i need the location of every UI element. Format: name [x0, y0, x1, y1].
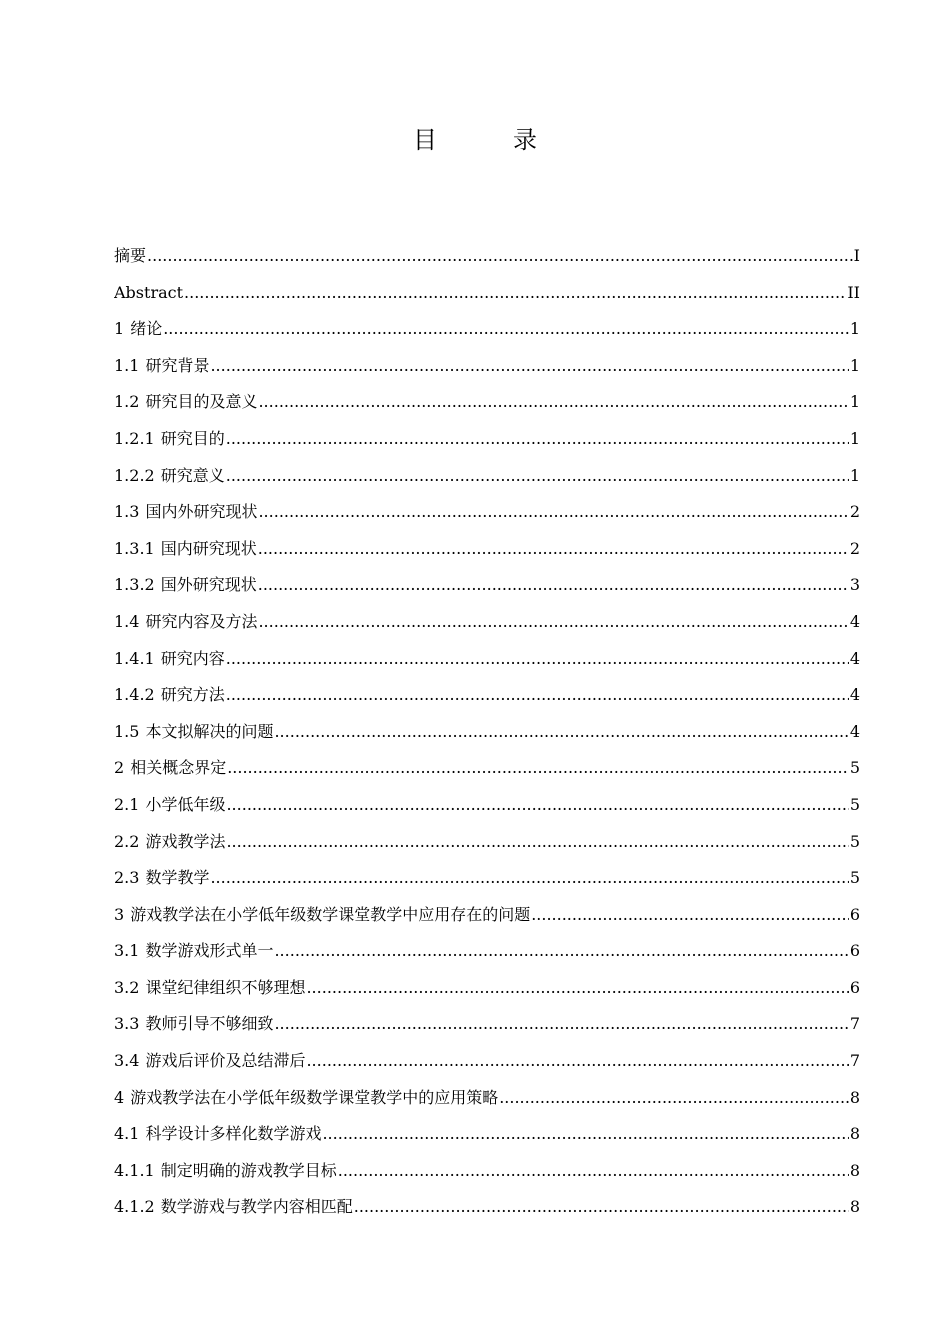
toc-entry-number: 2	[114, 758, 125, 778]
toc-entry-number: 3.3	[114, 1014, 140, 1034]
toc-dot-leader	[226, 677, 849, 714]
toc-page-number: 4	[849, 685, 860, 705]
toc-page-number: 8	[849, 1087, 860, 1107]
toc-entry[interactable]	[114, 860, 860, 897]
toc-entry-number: 2.2	[114, 831, 140, 851]
toc-page-number: 1	[849, 392, 860, 412]
toc-entry[interactable]	[114, 238, 860, 275]
toc-entry-number: 4	[114, 1087, 125, 1107]
toc-entry-label	[114, 1043, 305, 1080]
toc-entry-text: 国内外研究现状	[145, 502, 258, 522]
toc-page-number: 5	[849, 794, 860, 814]
toc-dot-leader	[258, 531, 849, 568]
toc-entry-number: 3	[114, 904, 125, 924]
toc-entry-number: 2.1	[114, 794, 140, 814]
toc-entry-number: 4.1.1	[114, 1160, 155, 1180]
toc-entry-label	[114, 1189, 353, 1226]
toc-page-number: 2	[849, 538, 860, 558]
toc-page-number: 8	[849, 1197, 860, 1217]
toc-entry-text: 国内研究现状	[160, 538, 257, 558]
toc-page-number: I	[853, 246, 860, 265]
toc-entry[interactable]	[114, 714, 860, 751]
toc-dot-leader	[226, 824, 848, 861]
toc-entry[interactable]	[114, 604, 860, 641]
toc-entry-label	[114, 1153, 337, 1190]
toc-entry-label	[114, 970, 305, 1007]
toc-dot-leader	[163, 311, 849, 348]
toc-entry[interactable]	[114, 1006, 860, 1043]
toc-page-number: 6	[849, 941, 860, 961]
toc-page-number: 4	[849, 611, 860, 631]
toc-dot-leader	[274, 933, 848, 970]
toc-entry-label	[114, 458, 225, 495]
toc-entry-text: 游戏教学法在小学低年级数学课堂教学中应用存在的问题	[130, 904, 531, 924]
toc-entry-text: 研究意义	[160, 465, 225, 485]
toc-page-number: 5	[849, 831, 860, 851]
toc-entry-number: 3.2	[114, 977, 140, 997]
toc-dot-leader	[322, 1116, 848, 1153]
toc-entry-text: 科学设计多样化数学游戏	[145, 1124, 322, 1144]
toc-page-number: 1	[849, 319, 860, 339]
toc-dot-leader	[531, 897, 849, 934]
toc-entry-label	[114, 567, 257, 604]
toc-entry-number: 4.1	[114, 1124, 140, 1144]
toc-entry[interactable]	[114, 348, 860, 385]
toc-entry-label	[114, 1116, 321, 1153]
toc-page-number: 4	[849, 648, 860, 668]
toc-entry[interactable]	[114, 677, 860, 714]
toc-entry-text: Abstract	[114, 282, 184, 302]
toc-entry[interactable]	[114, 970, 860, 1007]
toc-dot-leader	[274, 1006, 848, 1043]
toc-entry-number: 1.2	[114, 392, 140, 412]
toc-entry-text: 课堂纪律组织不够理想	[145, 977, 306, 997]
toc-entry[interactable]	[114, 494, 860, 531]
toc-entry[interactable]	[114, 1080, 860, 1117]
toc-entry[interactable]	[114, 567, 860, 604]
toc-entry-label	[114, 1006, 273, 1043]
toc-dot-leader	[226, 787, 848, 824]
toc-page-number: 6	[849, 977, 860, 997]
toc-entry-text: 数学游戏与教学内容相匹配	[160, 1197, 353, 1217]
toc-entry-text: 研究方法	[160, 685, 225, 705]
toc-entry-text: 国外研究现状	[160, 575, 257, 595]
toc-page-number: 5	[849, 868, 860, 888]
toc-entry[interactable]	[114, 933, 860, 970]
toc-entry-number: 1.3.2	[114, 575, 155, 595]
toc-entry-label	[114, 933, 273, 970]
toc-entry-label	[114, 275, 183, 312]
toc-list	[114, 238, 860, 1226]
toc-entry-text: 游戏后评价及总结滞后	[145, 1051, 306, 1071]
toc-entry-text: 绪论	[130, 319, 163, 339]
toc-entry-text: 教师引导不够细致	[145, 1014, 274, 1034]
toc-dot-leader	[210, 348, 848, 385]
toc-entry-number: 3.1	[114, 941, 140, 961]
toc-entry-text: 研究目的	[160, 428, 225, 448]
toc-entry-number: 4.1.2	[114, 1197, 155, 1217]
toc-entry-text: 相关概念界定	[130, 758, 227, 778]
toc-entry-label	[114, 311, 162, 348]
toc-page-number: 2	[849, 502, 860, 522]
toc-entry-label	[114, 677, 225, 714]
toc-entry-text: 摘要	[114, 246, 147, 265]
toc-entry-label	[114, 531, 257, 568]
toc-page-number: 4	[849, 721, 860, 741]
toc-entry-label	[114, 1080, 498, 1117]
toc-dot-leader	[184, 275, 846, 312]
toc-entry-text: 数学游戏形式单一	[145, 941, 274, 961]
toc-entry[interactable]	[114, 458, 860, 495]
toc-entry-text: 制定明确的游戏教学目标	[160, 1160, 337, 1180]
toc-dot-leader	[147, 238, 853, 275]
toc-entry-label	[114, 860, 209, 897]
toc-entry-label	[114, 641, 225, 678]
toc-entry-text: 研究背景	[145, 355, 210, 375]
toc-dot-leader	[306, 970, 848, 1007]
toc-entry-number: 1.4.1	[114, 648, 155, 668]
toc-entry[interactable]	[114, 275, 860, 312]
toc-entry[interactable]	[114, 1189, 860, 1226]
toc-entry[interactable]	[114, 384, 860, 421]
toc-page-number: 5	[849, 758, 860, 778]
toc-dot-leader	[499, 1080, 849, 1117]
toc-dot-leader	[226, 641, 849, 678]
toc-entry-text: 游戏教学法	[145, 831, 226, 851]
toc-dot-leader	[226, 421, 849, 458]
toc-entry-number: 1.1	[114, 355, 140, 375]
toc-entry-text: 研究内容及方法	[145, 611, 258, 631]
toc-dot-leader	[354, 1189, 849, 1226]
toc-entry-label	[114, 348, 209, 385]
toc-entry[interactable]	[114, 1153, 860, 1190]
toc-page-number: 8	[849, 1160, 860, 1180]
toc-page-number: 8	[849, 1124, 860, 1144]
toc-entry-label	[114, 750, 226, 787]
toc-entry-label	[114, 714, 273, 751]
toc-dot-leader	[258, 384, 848, 421]
toc-entry-number: 3.4	[114, 1051, 140, 1071]
toc-page-number: II	[847, 282, 860, 302]
toc-entry-text: 游戏教学法在小学低年级数学课堂教学中的应用策略	[130, 1087, 499, 1107]
toc-entry[interactable]	[114, 641, 860, 678]
toc-dot-leader	[338, 1153, 849, 1190]
toc-entry[interactable]	[114, 824, 860, 861]
toc-dot-leader	[227, 750, 849, 787]
toc-dot-leader	[210, 860, 848, 897]
toc-dot-leader	[226, 458, 849, 495]
toc-entry-number: 1.3	[114, 502, 140, 522]
toc-entry[interactable]	[114, 750, 860, 787]
toc-entry-label	[114, 384, 257, 421]
toc-entry[interactable]	[114, 897, 860, 934]
toc-entry[interactable]	[114, 1043, 860, 1080]
toc-entry-text: 研究目的及意义	[145, 392, 258, 412]
toc-dot-leader	[258, 604, 848, 641]
toc-entry-label	[114, 238, 146, 275]
toc-entry-number: 1.3.1	[114, 538, 155, 558]
toc-entry-text: 研究内容	[160, 648, 225, 668]
toc-dot-leader	[274, 714, 848, 751]
toc-entry-text: 本文拟解决的问题	[145, 721, 274, 741]
toc-dot-leader	[258, 567, 849, 604]
toc-entry-number: 1.2.1	[114, 428, 155, 448]
toc-page-number: 7	[849, 1014, 860, 1034]
toc-entry-number: 1	[114, 319, 125, 339]
toc-page-number: 3	[849, 575, 860, 595]
toc-entry[interactable]	[114, 787, 860, 824]
toc-entry[interactable]	[114, 421, 860, 458]
toc-entry-number: 1.4.2	[114, 685, 155, 705]
toc-entry-text: 小学低年级	[145, 794, 226, 814]
toc-entry[interactable]	[114, 531, 860, 568]
toc-page-number: 6	[849, 904, 860, 924]
toc-entry-label	[114, 604, 257, 641]
toc-entry-number: 1.4	[114, 611, 140, 631]
toc-entry-text: 数学教学	[145, 868, 210, 888]
toc-entry-label	[114, 494, 257, 531]
toc-entry-label	[114, 421, 225, 458]
toc-page-number: 7	[849, 1051, 860, 1071]
toc-dot-leader	[306, 1043, 848, 1080]
toc-page-number: 1	[849, 465, 860, 485]
toc-entry-number: 1.2.2	[114, 465, 155, 485]
toc-entry[interactable]	[114, 311, 860, 348]
toc-entry[interactable]	[114, 1116, 860, 1153]
toc-dot-leader	[258, 494, 848, 531]
toc-entry-label	[114, 824, 225, 861]
toc-entry-number: 2.3	[114, 868, 140, 888]
toc-title: 目 录	[413, 126, 563, 154]
toc-entry-label	[114, 897, 530, 934]
toc-entry-number: 1.5	[114, 721, 140, 741]
toc-page-number: 1	[849, 428, 860, 448]
toc-page-number: 1	[849, 355, 860, 375]
toc-entry-label	[114, 787, 225, 824]
